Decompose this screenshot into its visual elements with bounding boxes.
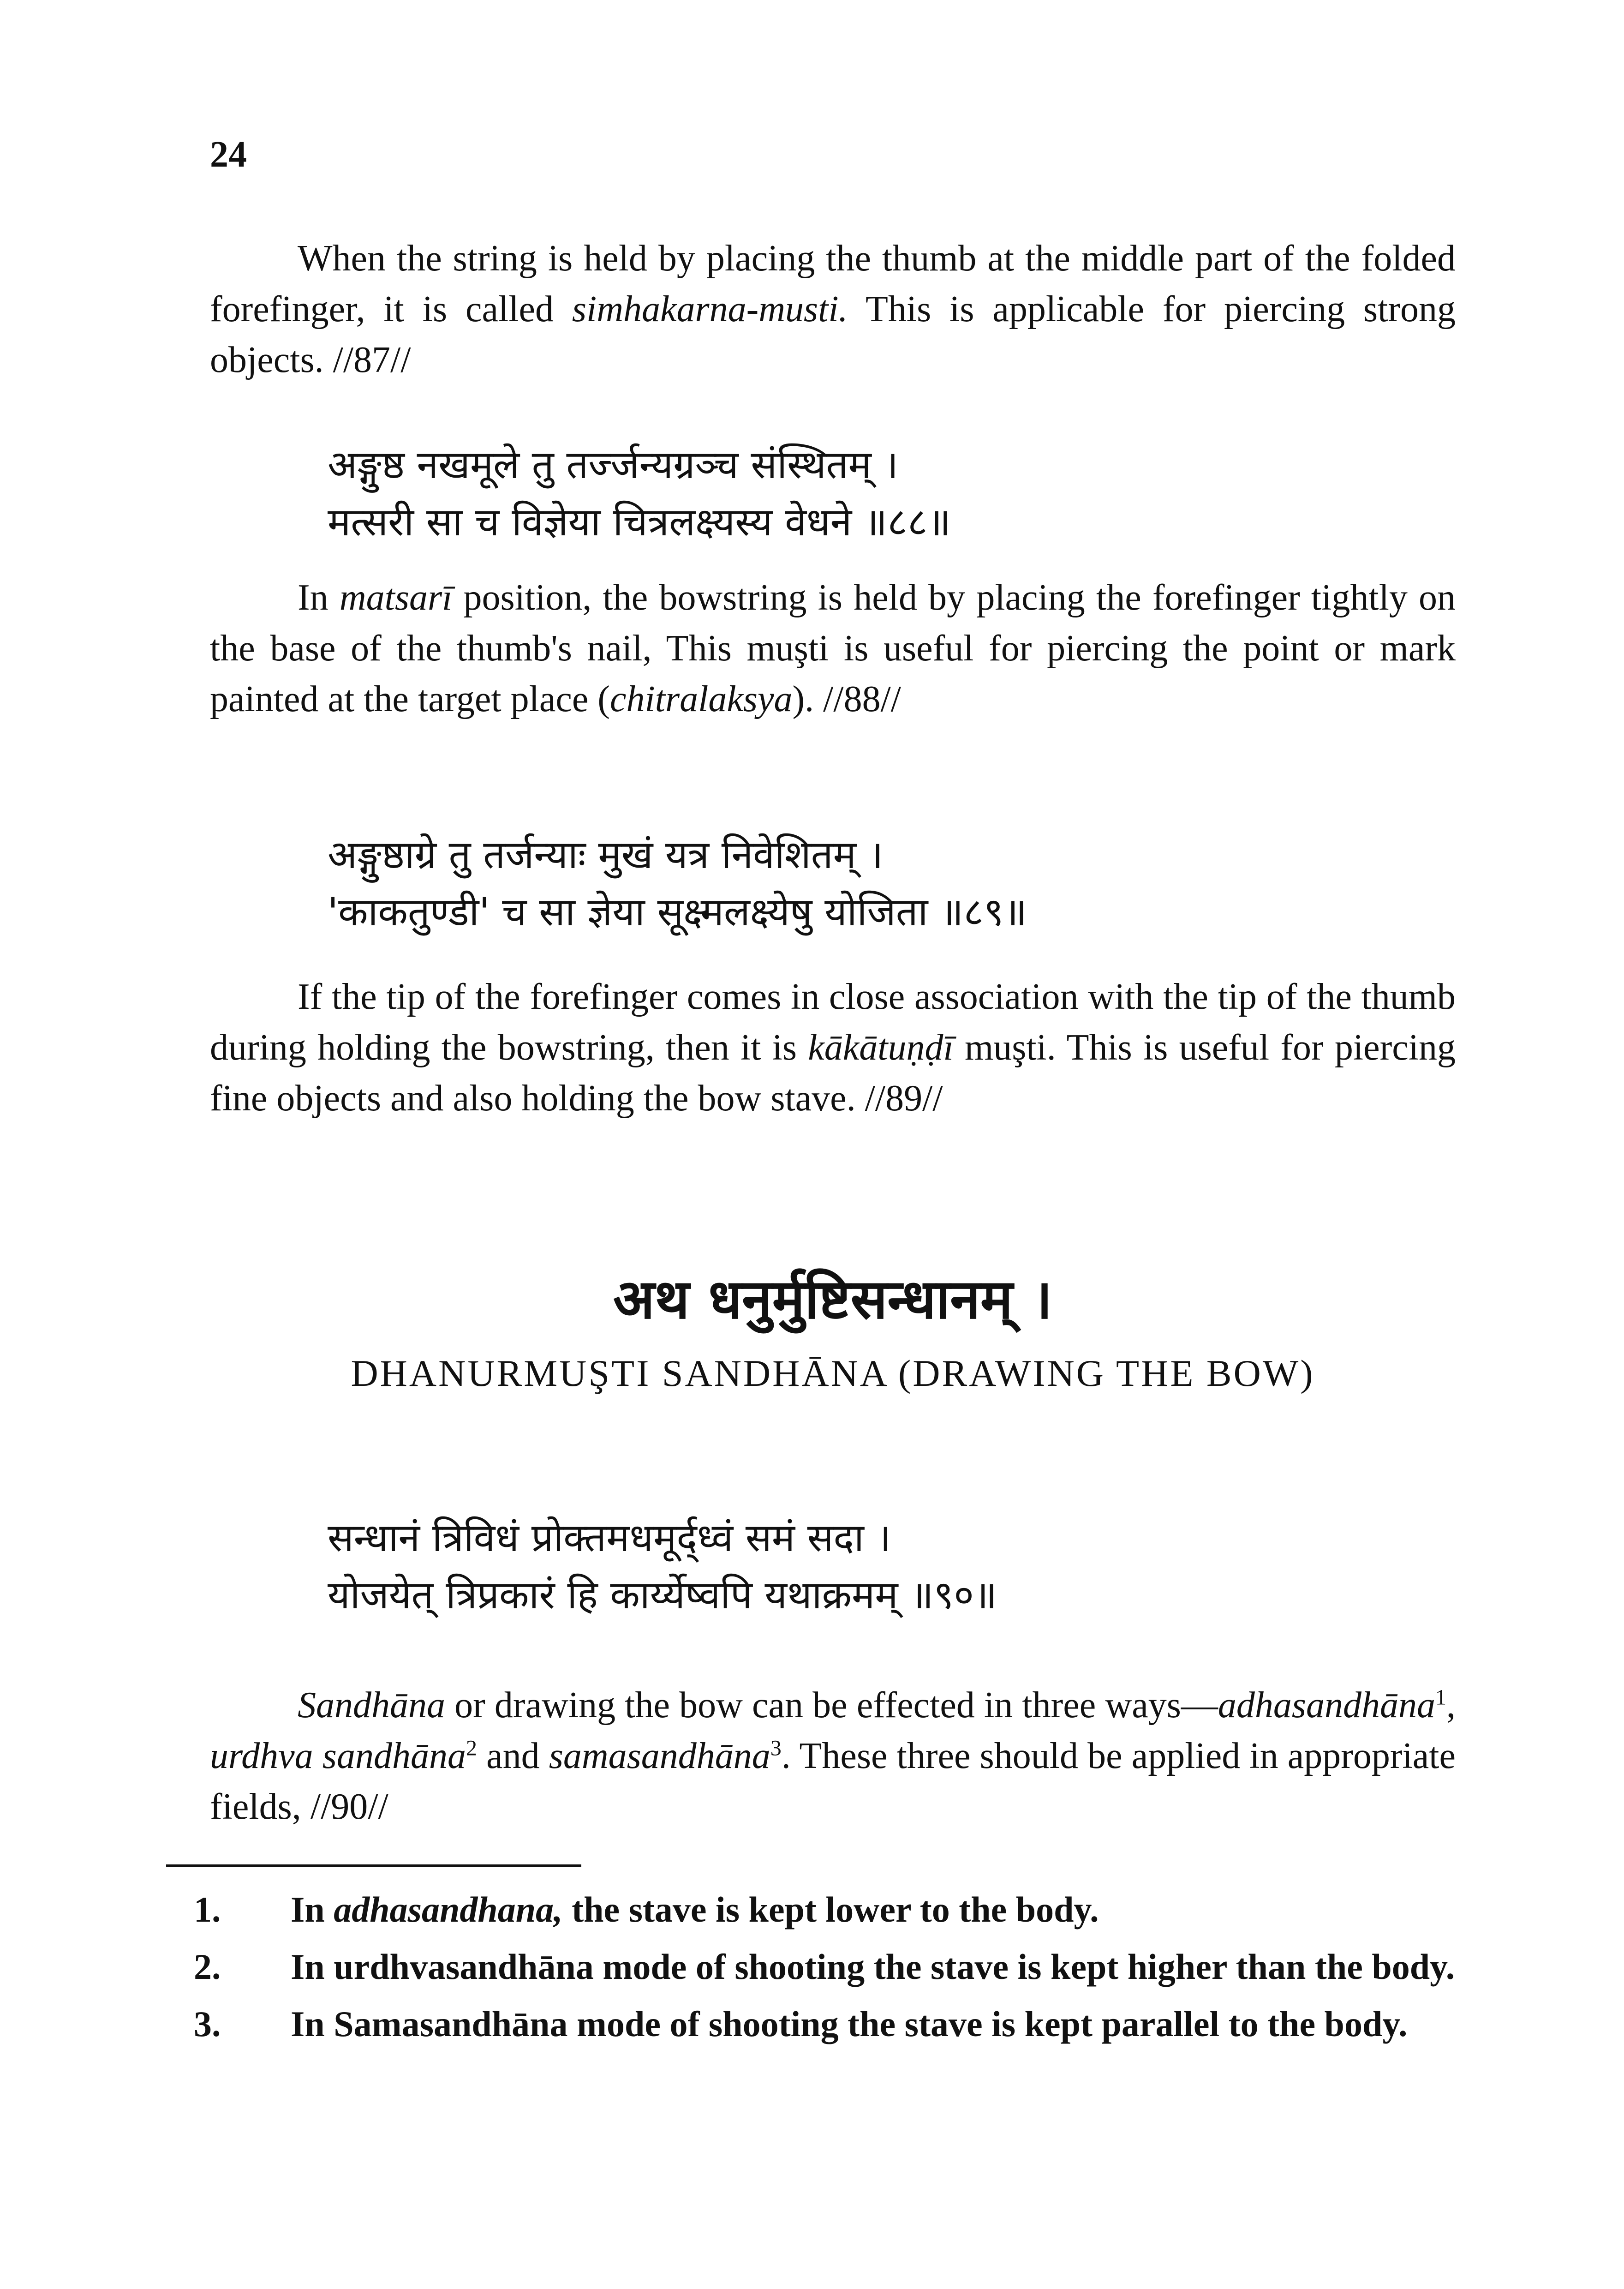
p90-term-4: samasandhāna bbox=[549, 1736, 770, 1776]
p90-sup-3: 3 bbox=[770, 1736, 782, 1761]
paragraph-88 bbox=[210, 572, 1456, 725]
footnote-text bbox=[291, 1885, 1467, 1934]
p87-text-a: When the string is held by placing the thumb at the middle part of the folded forefinger, it is called bbox=[210, 238, 1456, 330]
footnote-3-text-a: In Samasandhāna mode of shooting the stave is kept parallel to the body. bbox=[291, 2004, 1408, 2044]
verse-88-line-1: अङ्गुष्ठ नखमूले तु तर्ज्जन्यग्रञ्च संस्थितम् । bbox=[328, 442, 899, 487]
footnote-2-text-a: In urdhvasandhāna mode of shooting the stave is kept higher than the body. bbox=[291, 1947, 1455, 1987]
verse-89 bbox=[328, 826, 1389, 941]
p88-term-2: chitralaksya bbox=[610, 679, 793, 719]
section-title-sanskrit: अथ धनुर्मुष्टिसन्धानम् । bbox=[613, 1267, 1053, 1331]
p89-term: kākātuṇḍī bbox=[808, 1027, 954, 1068]
footnote-number: 3. bbox=[194, 2004, 221, 2044]
p90-term-2: adhasandhāna bbox=[1218, 1685, 1435, 1726]
paragraph-90 bbox=[210, 1680, 1456, 1832]
paragraph-87 bbox=[210, 233, 1456, 385]
verse-90 bbox=[328, 1509, 1389, 1624]
p90-sup-2: 2 bbox=[466, 1736, 477, 1761]
p90-sup-1: 1 bbox=[1435, 1685, 1446, 1710]
p87-text-b: This is applicable for piercing strong objects. //87// bbox=[210, 289, 1456, 380]
p89-text-b: muşti. This is useful for piercing fine objects and also holding the bow stave. //89// bbox=[210, 1027, 1456, 1119]
p90-text-d: . These three should be applied in appropriate fields, //90// bbox=[210, 1736, 1456, 1827]
p88-text-c: ). //88// bbox=[792, 679, 902, 719]
p88-term-1: matsarī bbox=[339, 577, 453, 618]
p90-text-b: , bbox=[1446, 1685, 1456, 1726]
p90-term-3: urdhva sandhāna bbox=[210, 1736, 466, 1776]
footnotes bbox=[194, 1885, 1467, 2057]
footnote-text bbox=[291, 1942, 1467, 1991]
verse-88 bbox=[328, 436, 1389, 551]
p87-term: simhakarna-musti. bbox=[572, 289, 848, 330]
footnote-1-text-b: the stave is kept lower to the body. bbox=[562, 1889, 1099, 1929]
p90-text-a: or drawing the bow can be effected in three ways— bbox=[445, 1685, 1218, 1726]
footnote-2 bbox=[194, 1942, 1467, 1991]
verse-89-line-1: अङ्गुष्ठाग्रे तु तर्जन्याः मुखं यत्र निवेशितम् । bbox=[328, 832, 884, 877]
verse-89-line-2: 'काकतुण्डी' च सा ज्ञेया सूक्ष्मलक्ष्येषु योजिता ॥८९॥ bbox=[328, 889, 1027, 935]
footnote-rule bbox=[166, 1864, 581, 1867]
p90-text-c: and bbox=[477, 1736, 549, 1776]
footnote-text bbox=[291, 2000, 1467, 2049]
p88-text-a: In bbox=[298, 577, 340, 618]
verse-88-line-2: मत्सरी सा च विज्ञेया चित्रलक्ष्यस्य वेधने ॥८८॥ bbox=[328, 499, 951, 545]
footnote-1 bbox=[194, 1885, 1467, 1934]
verse-90-line-1: सन्धानं त्रिविधं प्रोक्तमधमूर्द्ध्वं समं सदा । bbox=[328, 1515, 891, 1560]
footnote-number: 2. bbox=[194, 1947, 221, 1987]
footnote-3 bbox=[194, 2000, 1467, 2049]
verse-90-line-2: योजयेत् त्रिप्रकारं हि कार्य्येष्वपि यथाक्रमम् ॥९०॥ bbox=[328, 1572, 997, 1618]
p89-text-a: If the tip of the forefinger comes in close association with the tip of the thumb during holding the bowstring, then it is bbox=[210, 977, 1456, 1068]
section-title-english: DHANURMUŞTI SANDHĀNA (DRAWING THE BOW) bbox=[351, 1352, 1315, 1394]
footnote-1-term: adhasandhana, bbox=[334, 1889, 563, 1929]
paragraph-89 bbox=[210, 971, 1456, 1124]
footnote-number: 1. bbox=[194, 1889, 221, 1929]
page-number: 24 bbox=[210, 134, 247, 175]
footnote-1-text-a: In bbox=[291, 1889, 334, 1929]
p90-term-1: Sandhāna bbox=[298, 1685, 445, 1726]
p88-text-b: position, the bowstring is held by placing the forefinger tightly on the base of the thumb's nail, This muşti is useful for piercing the point or mark painted at the target place ( bbox=[210, 577, 1456, 719]
